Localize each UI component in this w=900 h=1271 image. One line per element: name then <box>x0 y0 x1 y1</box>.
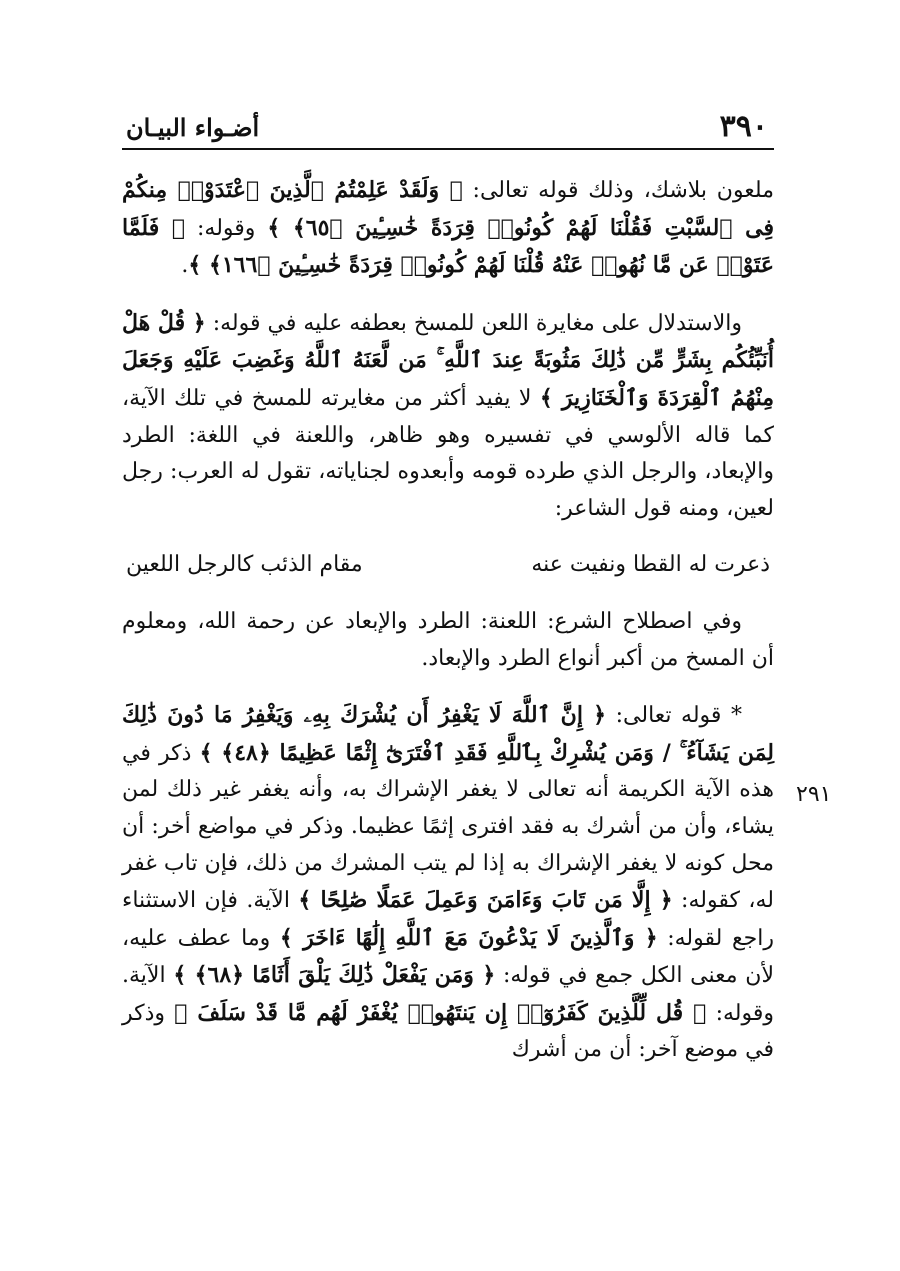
poem-first-hemistich: ذعرت له القطا ونفيت عنه <box>531 552 770 578</box>
paragraph-4 <box>122 697 774 1069</box>
margin-page-reference: ٢٩١ <box>796 782 832 807</box>
page-number: ٣٩٠ <box>719 109 768 144</box>
quran-verse: ﴿ وَمَن يَفْعَلْ ذَٰلِكَ يَلْقَ أَثَامًا ﴿٦٨﴾ ﴾ <box>173 962 496 989</box>
text: وذكر في موضع آخر: أن من أشرك <box>122 1000 774 1063</box>
page-body <box>122 172 774 1069</box>
text: وما عطف عليه، لأن معنى الكل جمع في قوله: <box>122 925 774 989</box>
text: . <box>181 253 189 279</box>
text: الآية. فإن الاستثناء راجع لقوله: <box>122 888 775 951</box>
text: والاستدلال على مغايرة اللعن للمسخ بعطفه عليه في قوله: <box>205 310 742 336</box>
page-header <box>122 106 774 150</box>
text: وفي اصطلاح الشرع: اللعنة: الطرد والإبعاد عن رحمة الله، ومعلوم أن المسخ من أكبر أنواع الطرد والإبعاد. <box>122 608 774 671</box>
quran-verse: ﴿ قُلْ هَلْ أُنَبِّئُكُم بِشَرٍّ مِّن ذَٰلِكَ مَثُوبَةً عِندَ ٱللَّهِ ۚ مَن لَّعَنَهُ ٱللَّهُ وَغَضِبَ عَلَيْهِ وَجَعَلَ مِنْهُمُ ٱلْقِرَدَةَ وَٱلْخَنَازِيرَ ﴾ <box>122 309 775 411</box>
text: لا يفيد أكثر من مغايرته للمسخ في تلك الآية، كما قاله الألوسي في تفسيره وهو ظاهر، واللعنة في اللغة: الطرد والإبعاد، والرجل الذي طرده قومه وأبعدوه لجناياته، تقول له العرب: رجل لعين، ومنه قول الشاعر: <box>122 385 774 521</box>
quran-verse: ﴿ إِلَّا مَن تَابَ وَءَامَنَ وَعَمِلَ عَمَلًا صَٰلِحًا ﴾ <box>298 887 673 914</box>
text: وقوله: <box>185 215 268 241</box>
book-title: أضـواء البيـان <box>126 113 260 142</box>
quran-verse: ﴿ فَلَمَّا عَتَوْا۟ عَن مَّا نُهُوا۟ عَنْهُ قُلْنَا لَهُمْ كُونُوا۟ قِرَدَةً خَٰسِـِٔينَ ﴿١٦٦﴾ ﴾ <box>122 214 774 279</box>
paragraph-2 <box>122 305 774 528</box>
paragraph-1 <box>122 172 774 285</box>
quran-verse: ﴿ وَٱلَّذِينَ لَا يَدْعُونَ مَعَ ٱللَّهِ إِلَٰهًا ءَاخَرَ ﴾ <box>279 924 658 951</box>
text: * قوله تعالى: <box>606 703 742 729</box>
quran-verse: ﴿ إِنَّ ٱللَّهَ لَا يَغْفِرُ أَن يُشْرَكَ بِهِۦ وَيَغْفِرُ مَا دُونَ ذَٰلِكَ لِمَن يَشَآءُ ۚ / وَمَن يُشْرِكْ بِٱللَّهِ فَقَدِ ٱفْتَرَىٰٓ إِثْمًا عَظِيمًا ﴿٤٨﴾ ﴾ <box>122 702 775 766</box>
text: ملعون بلاشك، وذلك قوله تعالى: <box>462 178 774 203</box>
text: الآية. وقوله: <box>122 963 774 1026</box>
paragraph-3 <box>122 604 774 677</box>
quran-verse: ﴿ وَلَقَدْ عَلِمْتُمُ ٱلَّذِينَ ٱعْتَدَوْا۟ مِنكُمْ فِى ٱلسَّبْتِ فَقُلْنَا لَهُمْ كُونُوا۟ قِرَدَةً خَٰسِـِٔينَ ﴿٦٥﴾ ﴾ <box>122 177 774 241</box>
text: ذكر في هذه الآية الكريمة أنه تعالى لا يغفر الإشراك به، وأنه يغفر غير ذلك لمن يشاء، وأن من أشرك به فقد افترى إثمًا عظيما. وذكر في مواضع أخر: أن محل كونه لا يغفر الإشراك به إذا لم يتب المشرك من ذلك، فإن تاب غفر له، كقوله: <box>122 740 775 914</box>
poem-verse <box>122 547 774 584</box>
quran-verse: ﴿ قُل لِّلَّذِينَ كَفَرُوٓا۟ إِن يَنتَهُوا۟ يُغْفَرْ لَهُم مَّا قَدْ سَلَفَ ﴾ <box>174 999 707 1026</box>
poem-second-hemistich: مقام الذئب كالرجل اللعين <box>126 552 363 578</box>
